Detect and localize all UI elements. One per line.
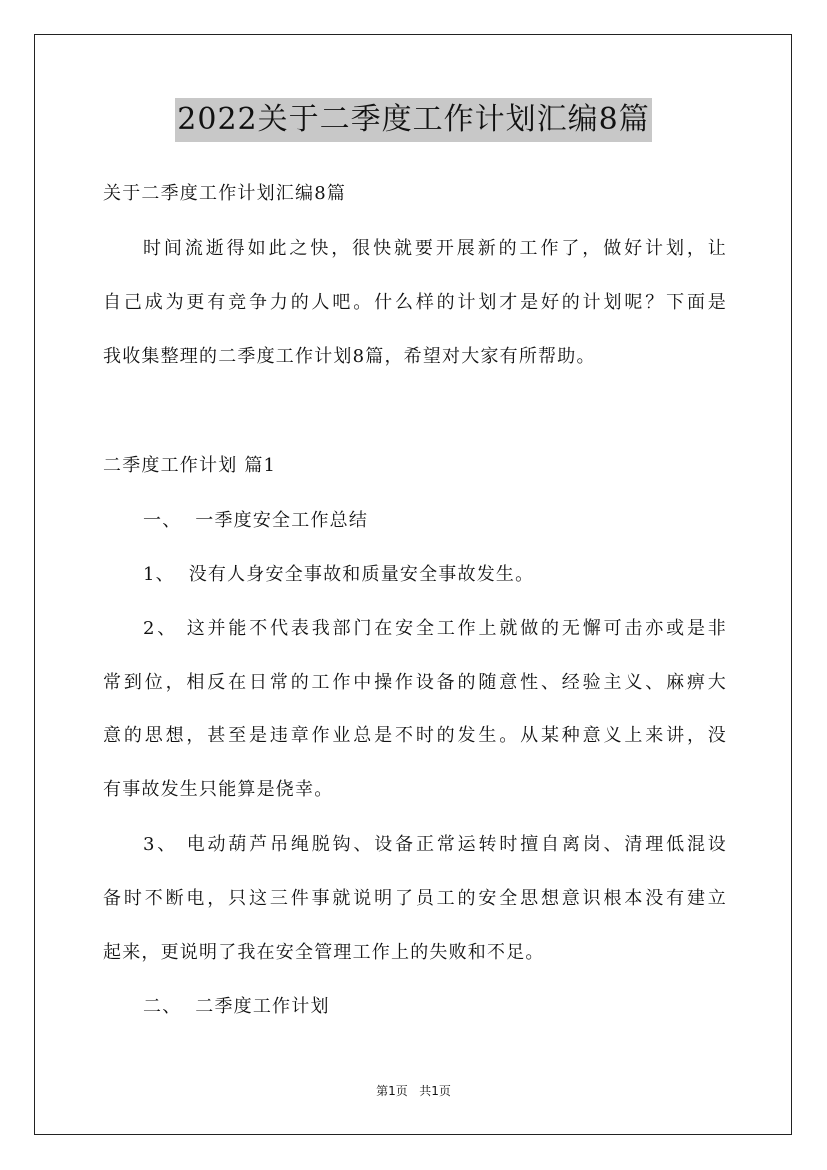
heading-safety-summary: 一、 一季度安全工作总结 [143, 510, 369, 531]
item-2-line-3: 意的思想，甚至是违章作业总是不时的发生。从某种意义上来讲，没 [103, 725, 727, 746]
intro-line-2: 自己成为更有竞争力的人吧。什么样的计划才是好的计划呢？下面是 [103, 292, 727, 313]
intro-line-1: 时间流逝得如此之快，很快就要开展新的工作了，做好计划，让 [143, 238, 727, 259]
title-container [0, 98, 827, 142]
intro-line-3: 我收集整理的二季度工作计划8篇，希望对大家有所帮助。 [103, 346, 596, 367]
document-title: 2022关于二季度工作计划汇编8篇 [175, 98, 651, 142]
page-number: 第1页 [376, 1084, 408, 1098]
section-heading: 二季度工作计划 篇1 [103, 455, 277, 476]
page-total: 共1页 [419, 1084, 451, 1098]
item-2-line-1: 2、 这并能不代表我部门在安全工作上就做的无懈可击亦或是非 [143, 618, 727, 639]
item-2-line-2: 常到位，相反在日常的工作中操作设备的随意性、经验主义、麻痹大 [103, 672, 727, 693]
document-subtitle: 关于二季度工作计划汇编8篇 [103, 183, 347, 204]
item-3-line-2: 备时不断电，只这三件事就说明了员工的安全思想意识根本没有建立 [103, 888, 727, 909]
item-3-line-1: 3、 电动葫芦吊绳脱钩、设备正常运转时擅自离岗、清理低混设 [143, 834, 727, 855]
item-2-line-4: 有事故发生只能算是侥幸。 [103, 779, 334, 800]
item-3-line-3: 起来，更说明了我在安全管理工作上的失败和不足。 [103, 942, 545, 963]
page-footer [0, 1083, 827, 1099]
heading-q2-plan: 二、 二季度工作计划 [143, 996, 330, 1017]
item-1: 1、 没有人身安全事故和质量安全事故发生。 [143, 564, 535, 585]
